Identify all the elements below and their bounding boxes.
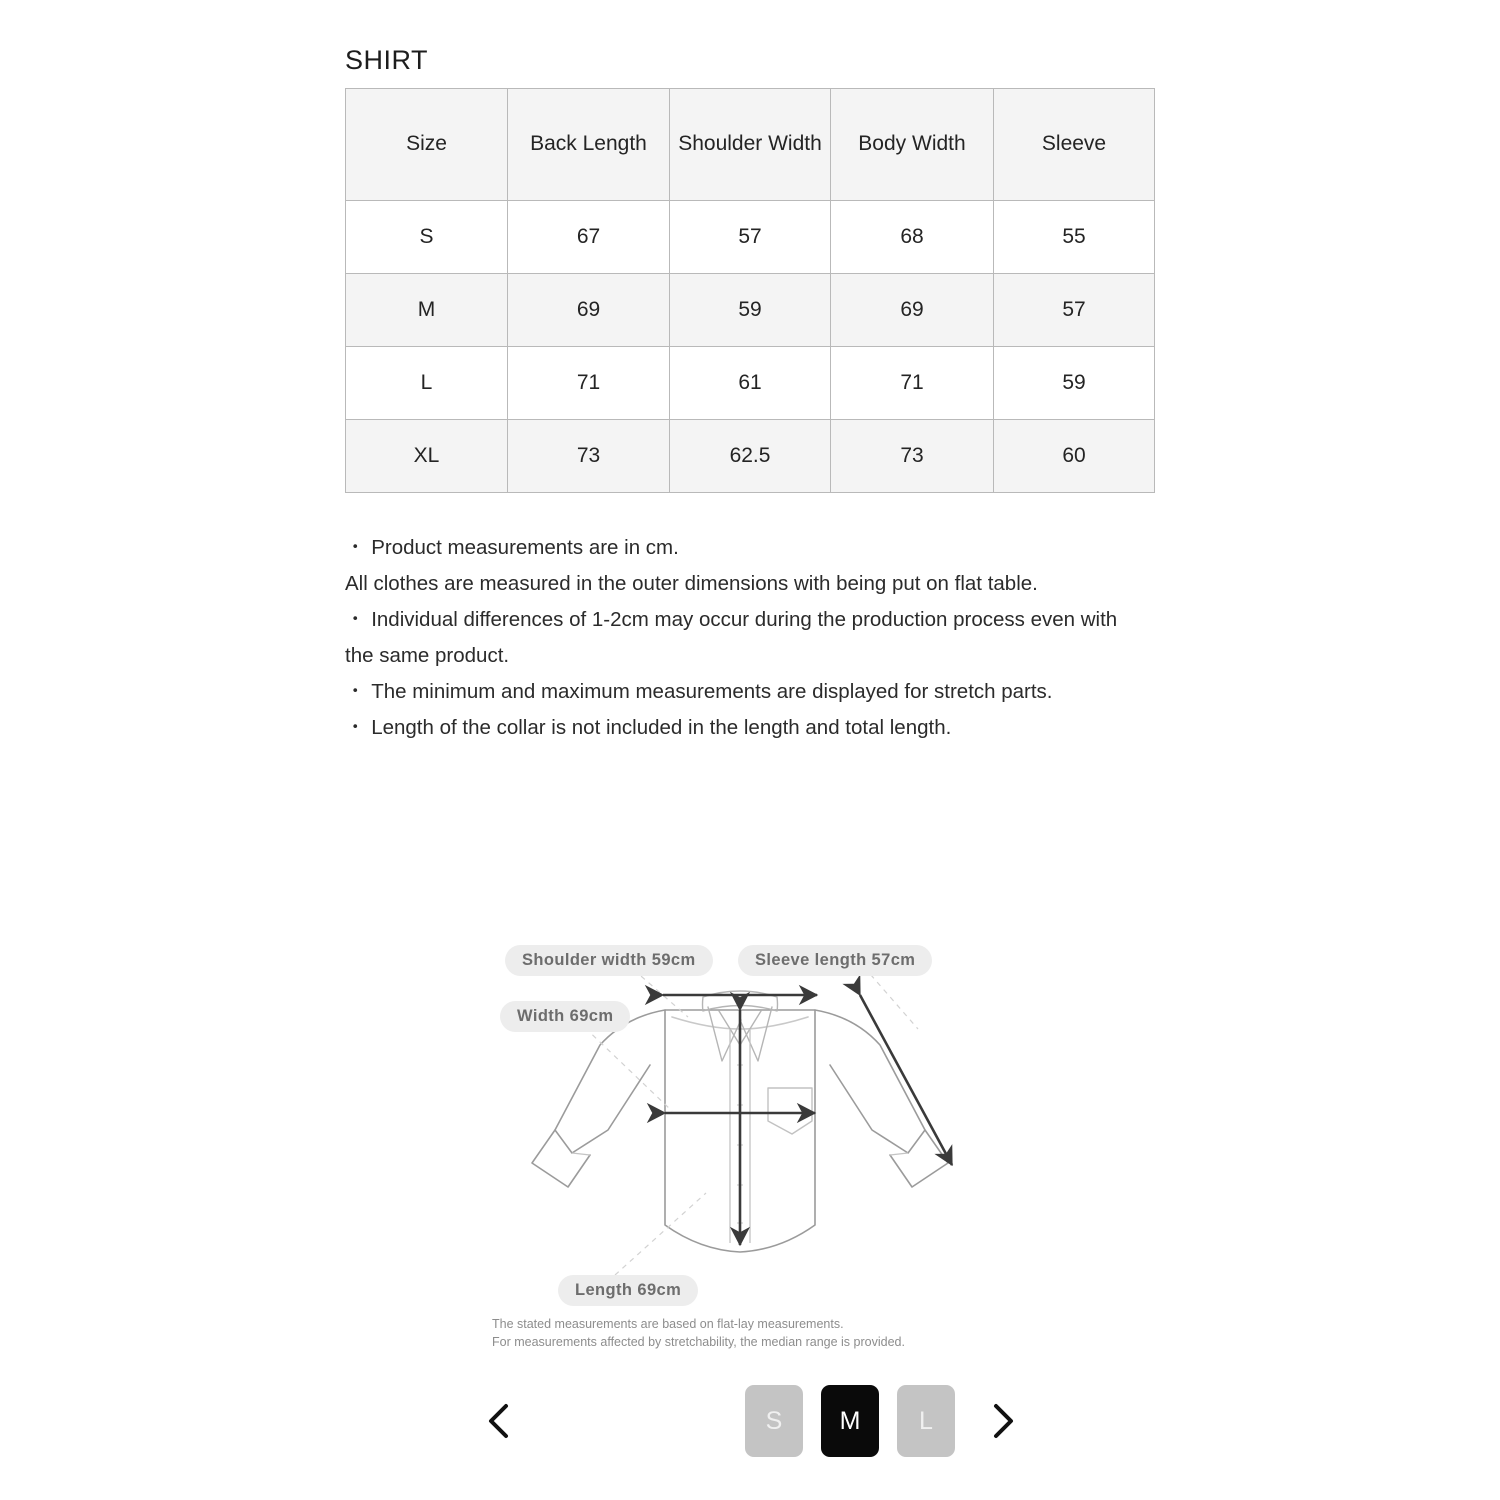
cell-body-width: 71 bbox=[831, 347, 994, 420]
cell-back-length: 69 bbox=[508, 274, 670, 347]
label-length: Length 69cm bbox=[558, 1275, 698, 1306]
size-chart-table bbox=[345, 88, 1155, 493]
column-header-shoulder-width: Shoulder Width bbox=[670, 89, 831, 201]
table-body bbox=[346, 201, 1155, 493]
cell-sleeve: 60 bbox=[994, 420, 1155, 493]
size-button-s[interactable]: S bbox=[745, 1385, 803, 1457]
cell-back-length: 71 bbox=[508, 347, 670, 420]
garment-measurement-diagram bbox=[460, 925, 1020, 1349]
cell-sleeve: 55 bbox=[994, 201, 1155, 274]
note-line-1: ・ Product measurements are in cm. bbox=[345, 536, 679, 559]
size-button-group bbox=[745, 1385, 955, 1457]
column-header-body-width: Body Width bbox=[831, 89, 994, 201]
label-sleeve-length: Sleeve length 57cm bbox=[738, 945, 932, 976]
diagram-disclaimer bbox=[492, 1315, 1012, 1351]
note-line-3: ・ Individual differences of 1-2cm may occur during the production process even with the same product. bbox=[345, 608, 1123, 667]
note-line-2: All clothes are measured in the outer dimensions with being put on flat table. bbox=[345, 572, 1038, 595]
leader-length bbox=[615, 1193, 706, 1275]
table-header-row bbox=[346, 89, 1155, 201]
note-line-4: ・ The minimum and maximum measurements are displayed for stretch parts. bbox=[345, 680, 1053, 703]
table-row bbox=[346, 274, 1155, 347]
cell-size: M bbox=[346, 274, 508, 347]
disclaimer-line-1: The stated measurements are based on flat-lay measurements. bbox=[492, 1317, 844, 1331]
cell-shoulder-width: 61 bbox=[670, 347, 831, 420]
disclaimer-line-2: For measurements affected by stretchability, the median range is provided. bbox=[492, 1335, 905, 1349]
label-shoulder-width: Shoulder width 59cm bbox=[505, 945, 713, 976]
cell-size: L bbox=[346, 347, 508, 420]
column-header-back-length: Back Length bbox=[508, 89, 670, 201]
cell-sleeve: 59 bbox=[994, 347, 1155, 420]
measurement-notes bbox=[345, 530, 1135, 746]
prev-arrow-button[interactable] bbox=[474, 1396, 524, 1446]
next-arrow-button[interactable] bbox=[978, 1396, 1028, 1446]
arrow-sleeve-length bbox=[860, 995, 952, 1165]
cell-body-width: 73 bbox=[831, 420, 994, 493]
column-header-size: Size bbox=[346, 89, 508, 201]
cell-size: XL bbox=[346, 420, 508, 493]
leader-width bbox=[578, 1021, 672, 1111]
size-button-m[interactable]: M bbox=[821, 1385, 879, 1457]
cell-shoulder-width: 59 bbox=[670, 274, 831, 347]
table-row bbox=[346, 347, 1155, 420]
cell-size: S bbox=[346, 201, 508, 274]
cell-back-length: 67 bbox=[508, 201, 670, 274]
cell-shoulder-width: 62.5 bbox=[670, 420, 831, 493]
size-selector-bar bbox=[460, 1378, 1040, 1464]
cell-shoulder-width: 57 bbox=[670, 201, 831, 274]
table-row bbox=[346, 420, 1155, 493]
cell-body-width: 69 bbox=[831, 274, 994, 347]
page-title: SHIRT bbox=[345, 45, 429, 75]
chevron-left-icon bbox=[474, 1396, 524, 1446]
cell-sleeve: 57 bbox=[994, 274, 1155, 347]
column-header-sleeve: Sleeve bbox=[994, 89, 1155, 201]
cell-back-length: 73 bbox=[508, 420, 670, 493]
cell-body-width: 68 bbox=[831, 201, 994, 274]
table-row bbox=[346, 201, 1155, 274]
table-header bbox=[346, 89, 1155, 201]
note-line-5: ・ Length of the collar is not included in the length and total length. bbox=[345, 716, 952, 739]
label-width: Width 69cm bbox=[500, 1001, 630, 1032]
chevron-right-icon bbox=[978, 1396, 1028, 1446]
size-button-l[interactable]: L bbox=[897, 1385, 955, 1457]
size-chart-table-wrapper bbox=[345, 88, 1154, 493]
shirt-illustration-svg bbox=[460, 925, 1020, 1345]
